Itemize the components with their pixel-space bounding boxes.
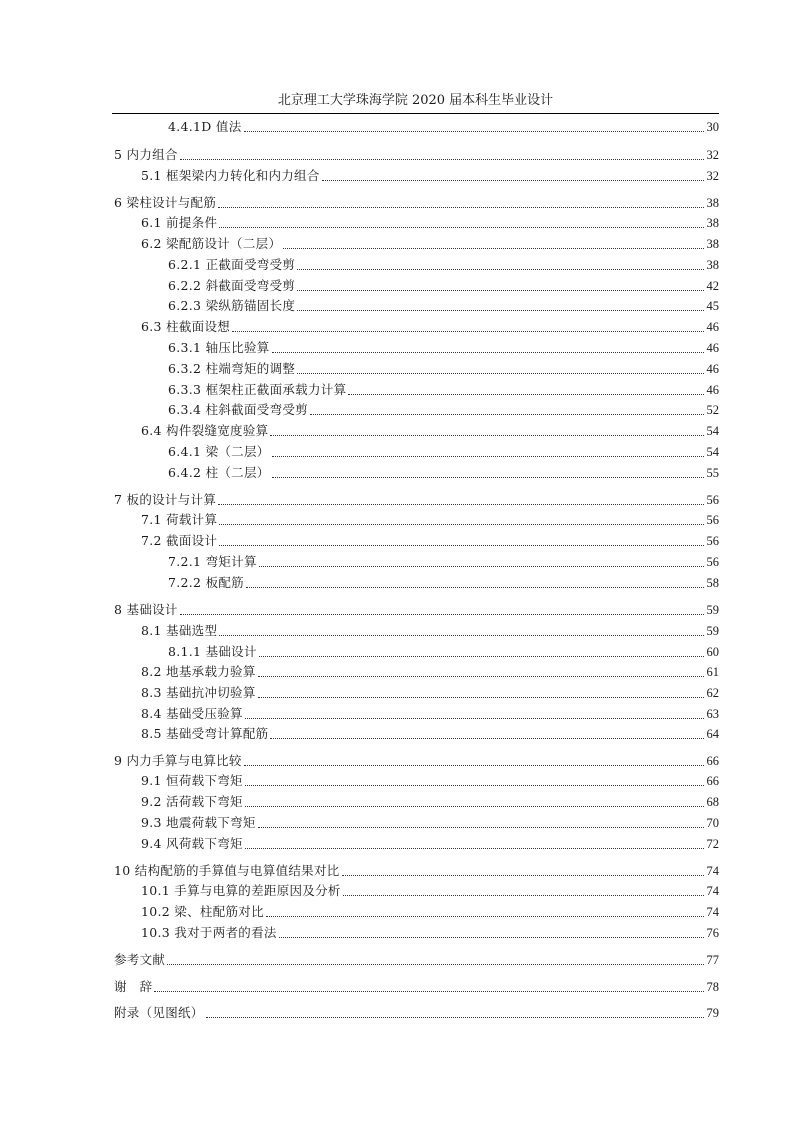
toc-entry-label: 9.2 活荷载下弯矩 [141, 794, 243, 809]
toc-entry[interactable] [114, 751, 719, 769]
toc-entry[interactable] [141, 724, 719, 742]
toc-entry-label: 9.3 地震荷载下弯矩 [141, 815, 256, 830]
toc-entry[interactable] [168, 117, 719, 135]
toc-entry-label: 6.4.2 柱（二层） [168, 465, 270, 480]
toc-entry[interactable] [114, 977, 719, 995]
toc-entry-label: 谢 辞 [114, 979, 153, 994]
toc-entry-page: 66 [706, 774, 719, 788]
toc-leader-dots [219, 214, 704, 228]
toc-entry[interactable] [168, 338, 719, 356]
toc-leader-dots [270, 422, 704, 436]
toc-leader-dots [180, 146, 704, 160]
toc-leader-dots [283, 235, 704, 249]
toc-entry-page: 72 [706, 837, 719, 851]
toc-leader-dots [232, 318, 704, 332]
toc-entry-label: 10.2 梁、柱配筋对比 [141, 904, 264, 919]
toc-entry[interactable] [168, 642, 719, 660]
toc-entry[interactable] [141, 621, 719, 639]
toc-leader-dots [219, 532, 704, 546]
toc-entry-page: 32 [706, 169, 719, 183]
toc-entry-page: 76 [706, 926, 719, 940]
toc-entry-page: 66 [706, 754, 719, 768]
toc-leader-dots [310, 401, 704, 415]
toc-entry-page: 52 [706, 403, 719, 417]
toc-entry[interactable] [141, 317, 719, 335]
toc-entry[interactable] [168, 380, 719, 398]
toc-entry-label: 6.3.3 框架柱正截面承载力计算 [168, 382, 347, 397]
toc-entry[interactable] [141, 923, 719, 941]
toc-leader-dots [218, 491, 704, 505]
toc-entry-label: 8 基础设计 [114, 602, 178, 617]
toc-leader-dots [245, 772, 704, 786]
toc-entry-page: 42 [706, 279, 719, 293]
toc-entry-label: 6.1 前提条件 [141, 215, 218, 230]
toc-entry[interactable] [114, 1003, 719, 1021]
toc-entry[interactable] [168, 400, 719, 418]
toc-entry[interactable] [141, 213, 719, 231]
toc-entry-page: 61 [706, 665, 719, 679]
toc-entry-page: 58 [706, 576, 719, 590]
toc-entry[interactable] [141, 902, 719, 920]
toc-leader-dots [259, 553, 704, 567]
toc-entry-page: 55 [706, 466, 719, 480]
toc-entry-page: 60 [706, 645, 719, 659]
toc-entry[interactable] [141, 531, 719, 549]
toc-leader-dots [219, 511, 704, 525]
toc-entry[interactable] [168, 442, 719, 460]
toc-entry-page: 74 [706, 864, 719, 878]
toc-leader-dots [245, 793, 704, 807]
toc-leader-dots [266, 903, 704, 917]
toc-leader-dots [259, 643, 704, 657]
toc-entry-page: 54 [706, 424, 719, 438]
toc-entry-label: 7 板的设计与计算 [114, 492, 217, 507]
toc-entry-label: 8.2 地基承载力验算 [141, 664, 256, 679]
toc-entry-page: 56 [706, 555, 719, 569]
toc-entry-page: 32 [706, 148, 719, 162]
toc-entry-page: 59 [706, 603, 719, 617]
toc-leader-dots [297, 277, 704, 291]
toc-entry-page: 70 [706, 816, 719, 830]
toc-leader-dots [244, 118, 704, 132]
toc-entry-label: 6.4 构件裂缝宽度验算 [141, 423, 269, 438]
toc-entry-page: 77 [706, 953, 719, 967]
toc-entry-label: 7.1 荷载计算 [141, 512, 218, 527]
toc-entry-page: 45 [706, 299, 719, 313]
toc-entry-page: 46 [706, 320, 719, 334]
toc-entry-label: 6.2.1 正截面受弯受剪 [168, 257, 296, 272]
toc-entry[interactable] [141, 881, 719, 899]
toc-entry[interactable] [141, 234, 719, 252]
toc-entry[interactable] [168, 255, 719, 273]
toc-leader-dots [342, 862, 704, 876]
toc-leader-dots [348, 381, 704, 395]
toc-entry-label: 6.3 柱截面设想 [141, 319, 231, 334]
toc-entry-page: 74 [706, 884, 719, 898]
toc-leader-dots [245, 705, 704, 719]
toc-entry[interactable] [168, 359, 719, 377]
toc-entry[interactable] [168, 573, 719, 591]
toc-entry[interactable] [114, 193, 719, 211]
toc-leader-dots [258, 684, 704, 698]
toc-leader-dots [180, 601, 704, 615]
toc-entry[interactable] [141, 683, 719, 701]
toc-entry-page: 64 [706, 727, 719, 741]
toc-entry-page: 46 [706, 362, 719, 376]
toc-entry-label: 10.1 手算与电算的差距原因及分析 [141, 883, 341, 898]
toc-entry-label: 8.1.1 基础设计 [168, 644, 257, 659]
toc-leader-dots [206, 1004, 704, 1018]
toc-entry[interactable] [141, 771, 719, 789]
toc-entry-page: 38 [706, 196, 719, 210]
toc-entry-page: 74 [706, 905, 719, 919]
toc-leader-dots [272, 443, 704, 457]
toc-leader-dots [272, 464, 704, 478]
toc-entry-label: 4.4.1D 值法 [168, 119, 242, 134]
toc-leader-dots [322, 167, 704, 181]
toc-entry-label: 9.4 风荷载下弯矩 [141, 836, 243, 851]
toc-entry-label: 7.2.1 弯矩计算 [168, 554, 257, 569]
toc-entry[interactable] [141, 662, 719, 680]
toc-entry-label: 6.2.2 斜截面受弯受剪 [168, 278, 296, 293]
toc-entry-page: 56 [706, 493, 719, 507]
toc-entry-label: 6.2.3 梁纵筋锚固长度 [168, 298, 296, 313]
toc-leader-dots [258, 814, 704, 828]
toc-entry-page: 63 [706, 707, 719, 721]
toc-entry-label: 8.1 基础选型 [141, 623, 218, 638]
toc-entry[interactable] [114, 600, 719, 618]
toc-entry-page: 38 [706, 237, 719, 251]
toc-entry-label: 10.3 我对于两者的看法 [141, 925, 277, 940]
toc-entry-label: 7.2.2 板配筋 [168, 575, 244, 590]
toc-leader-dots [246, 574, 704, 588]
toc-entry[interactable] [114, 490, 719, 508]
toc-leader-dots [258, 663, 704, 677]
toc-leader-dots [219, 622, 704, 636]
toc-entry-label: 8.3 基础抗冲切验算 [141, 685, 256, 700]
toc-entry-page: 54 [706, 445, 719, 459]
toc-leader-dots [279, 924, 704, 938]
toc-leader-dots [297, 297, 704, 311]
toc-entry-page: 62 [706, 686, 719, 700]
toc-entry[interactable] [141, 813, 719, 831]
toc-entry[interactable] [141, 510, 719, 528]
toc-entry[interactable] [168, 552, 719, 570]
toc-entry-page: 38 [706, 216, 719, 230]
toc-entry-label: 6.4.1 梁（二层） [168, 444, 270, 459]
toc-leader-dots [218, 194, 704, 208]
toc-entry-page: 68 [706, 795, 719, 809]
toc-entry-label: 6.3.4 柱斜截面受弯受剪 [168, 402, 308, 417]
toc-entry[interactable] [141, 166, 719, 184]
toc-entry-page: 78 [706, 980, 719, 994]
toc-entry-page: 79 [706, 1006, 719, 1020]
toc-entry-label: 6 梁柱设计与配筋 [114, 195, 217, 210]
toc-leader-dots [343, 882, 704, 896]
toc-entry-label: 附录（见图纸） [114, 1005, 204, 1020]
toc-entry-page: 30 [706, 120, 719, 134]
toc-entry-page: 56 [706, 513, 719, 527]
toc-entry-label: 6.3.1 轴压比验算 [168, 340, 270, 355]
toc-entry-label: 5.1 框架梁内力转化和内力组合 [141, 168, 320, 183]
toc-entry-label: 8.5 基础受弯计算配筋 [141, 726, 269, 741]
toc-entry[interactable] [141, 792, 719, 810]
toc-entry-label: 9 内力手算与电算比较 [114, 753, 242, 768]
toc-entry-label: 9.1 恒荷载下弯矩 [141, 773, 243, 788]
toc-leader-dots [154, 978, 704, 992]
toc-entry[interactable] [141, 704, 719, 722]
toc-leader-dots [244, 752, 704, 766]
toc-leader-dots [270, 725, 704, 739]
toc-leader-dots [297, 256, 704, 270]
toc-entry-label: 6.3.2 柱端弯矩的调整 [168, 361, 296, 376]
toc-entry[interactable] [114, 145, 719, 163]
toc-entry-page: 46 [706, 341, 719, 355]
toc-entry-label: 8.4 基础受压验算 [141, 706, 243, 721]
toc-entry-page: 46 [706, 383, 719, 397]
toc-entry[interactable] [114, 950, 719, 968]
toc-leader-dots [272, 339, 704, 353]
toc-entry-label: 7.2 截面设计 [141, 533, 218, 548]
toc-entry[interactable] [168, 296, 719, 314]
toc-entry-label: 参考文献 [114, 952, 166, 967]
toc-entry-page: 38 [706, 258, 719, 272]
toc-leader-dots [297, 360, 704, 374]
toc-entry-label: 5 内力组合 [114, 147, 178, 162]
toc-entry[interactable] [141, 834, 719, 852]
toc-entry[interactable] [114, 861, 719, 879]
toc-leader-dots [245, 835, 704, 849]
toc-entry[interactable] [168, 276, 719, 294]
toc-entry-page: 59 [706, 624, 719, 638]
toc-entry[interactable] [141, 421, 719, 439]
toc-entry-label: 6.2 梁配筋设计（二层） [141, 236, 282, 251]
toc-entry-label: 10 结构配筋的手算值与电算值结果对比 [114, 863, 340, 878]
page-header-title: 北京理工大学珠海学院 2020 届本科生毕业设计 [277, 93, 554, 108]
toc-entry[interactable] [168, 463, 719, 481]
toc-entry-page: 56 [706, 534, 719, 548]
toc-leader-dots [167, 951, 704, 965]
